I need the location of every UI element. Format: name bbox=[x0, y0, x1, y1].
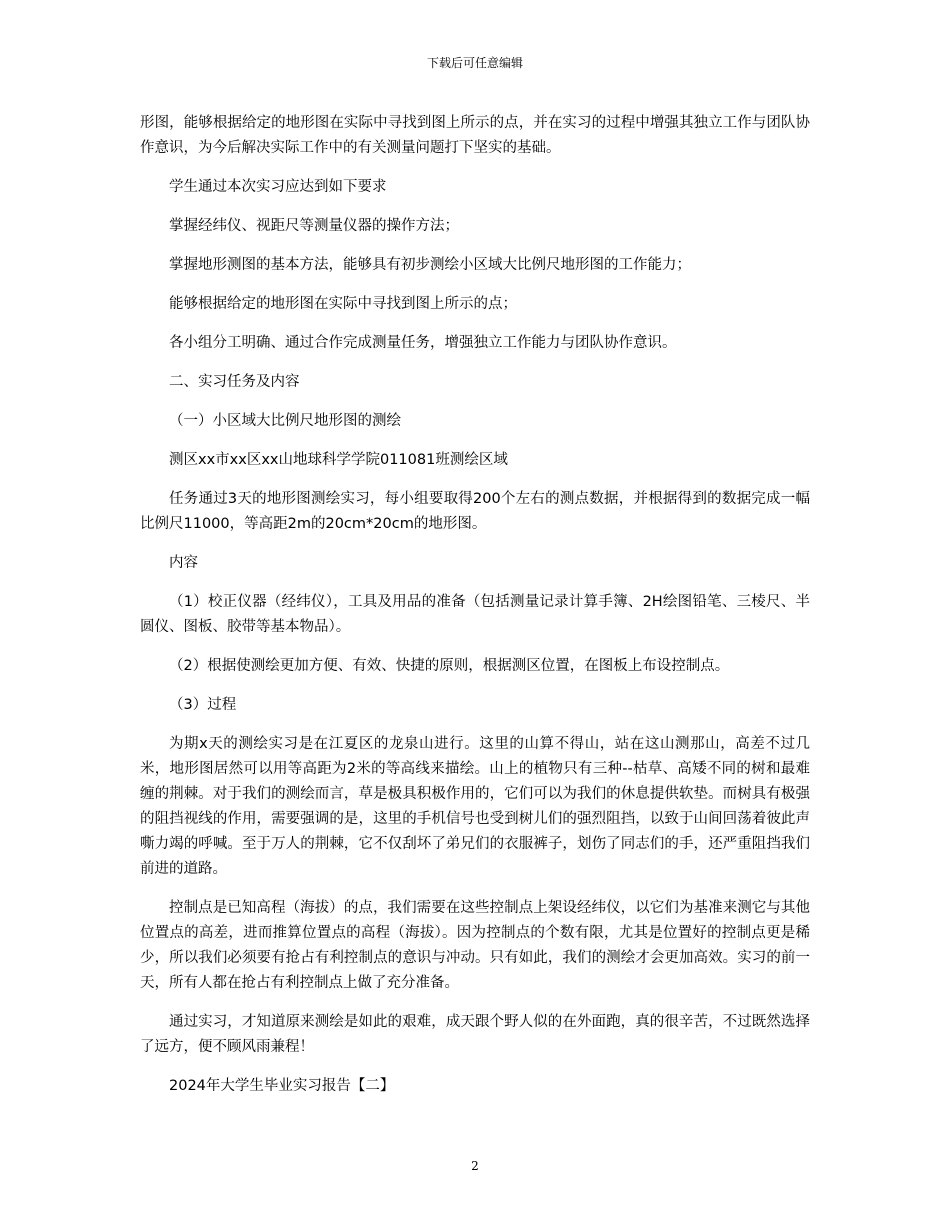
page-header: 下载后可任意编辑 bbox=[426, 56, 523, 70]
section-heading: 二、实习任务及内容 bbox=[169, 374, 300, 390]
paragraph: 为期x天的测绘实习是在江夏区的龙泉山进行。这里的山算不得山，站在这山测那山，高差不过几米，地形图居然可以用等高距为2米的等高线来描绘。山上的植物只有三种--枯草、高矮不同的树和最难缠的荆棘。对于我们的测绘而言，草是极具积极作用的，它们可以为我们的休息提供软垫。而树具有极强的阻挡视线的作用，需要强调的是，这里的手机信号也受到树儿们的强烈阻挡，以致于山间回荡着彼此声嘶力竭的呼喊。至于万人的荆棘，它不仅刮坏了弟兄们的衣服裤子，划伤了同志们的手，还严重阻挡我们前进的道路。 bbox=[140, 736, 810, 877]
paragraph: 测区xx市xx区xx山地球科学学院011081班测绘区域 bbox=[169, 452, 508, 468]
paragraph: 控制点是已知高程（海拔）的点，我们需要在这些控制点上架设经纬仪，以它们为基准来测它与其他位置点的高差，进而推算位置点的高程（海拔）。因为控制点的个数有限，尤其是位置好的控制点更是稀少，所以我们必须要有抢占有利控制点的意识与冲动。只有如此，我们的测绘才会更加高效。实习的前一天，所有人都在抢占有利控制点上做了充分准备。 bbox=[140, 900, 810, 991]
document-body bbox=[140, 111, 810, 1113]
paragraph: 内容 bbox=[169, 555, 198, 571]
paragraph: 形图，能够根据给定的地形图在实际中寻找到图上所示的点，并在实习的过程中增强其独立工作与团队协作意识，为今后解决实际工作中的有关测量问题打下坚实的基础。 bbox=[140, 115, 810, 156]
paragraph: 通过实习，才知道原来测绘是如此的艰难，成天跟个野人似的在外面跑，真的很辛苦，不过既然选择了远方，便不顾风雨兼程！ bbox=[140, 1014, 810, 1055]
paragraph: 学生通过本次实习应达到如下要求 bbox=[169, 179, 387, 195]
paragraph: （3）过程 bbox=[169, 697, 237, 713]
paragraph: 任务通过3天的地形图测绘实习，每小组要取得200个左右的测点数据，并根据得到的数据完成一幅比例尺11000，等高距2m的20cm*20cm的地形图。 bbox=[140, 491, 810, 532]
paragraph: 能够根据给定的地形图在实际中寻找到图上所示的点； bbox=[169, 296, 517, 312]
subsection-heading: （一）小区域大比例尺地形图的测绘 bbox=[169, 413, 401, 429]
paragraph: 各小组分工明确、通过合作完成测量任务，增强独立工作能力与团队协作意识。 bbox=[169, 335, 677, 351]
paragraph: （2）根据使测绘更加方便、有效、快捷的原则，根据测区位置，在图板上布设控制点。 bbox=[169, 658, 730, 674]
paragraph: 掌握经纬仪、视距尺等测量仪器的操作方法； bbox=[169, 218, 459, 234]
page-number: 2 bbox=[471, 1159, 479, 1173]
paragraph: （1）校正仪器（经纬仪），工具及用品的准备（包括测量记录计算手簿、2H绘图铅笔、三棱尺、半圆仪、图板、胶带等基本物品）。 bbox=[140, 594, 810, 635]
paragraph: 掌握地形测图的基本方法，能够具有初步测绘小区域大比例尺地形图的工作能力； bbox=[169, 257, 691, 273]
section-title: 2024年大学生毕业实习报告【二】 bbox=[169, 1078, 395, 1094]
